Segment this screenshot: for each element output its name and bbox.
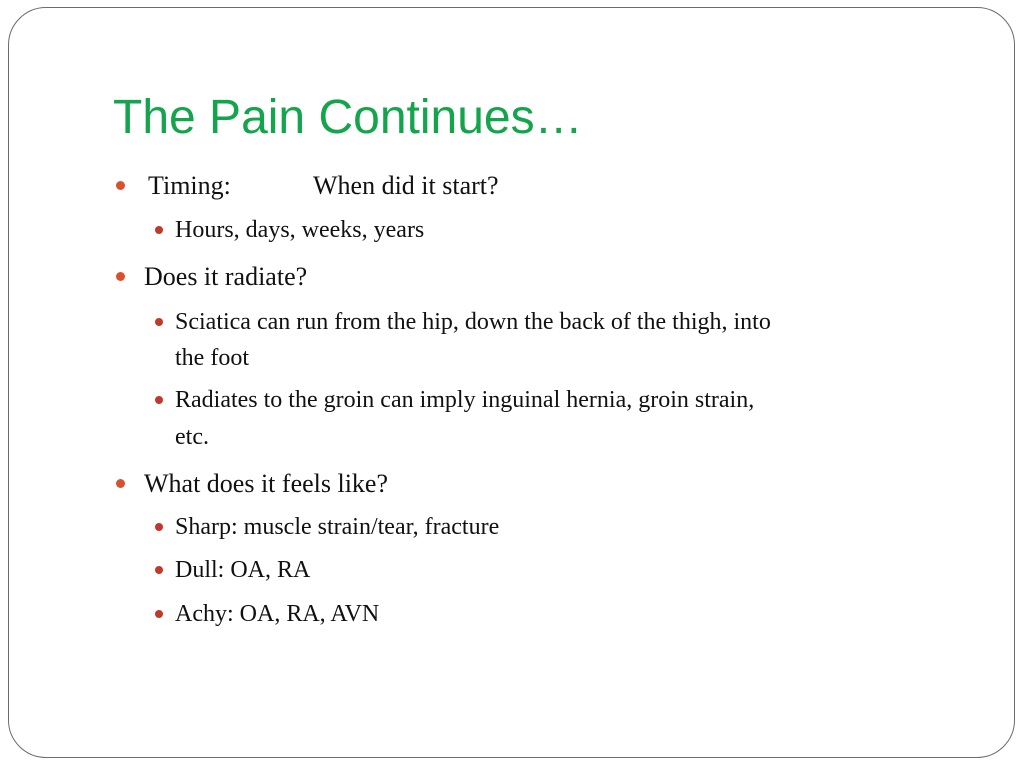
sub-bullet-groin-line1: Radiates to the groin can imply inguinal hernia, groin strain,	[175, 387, 755, 413]
sub-bullet-dot	[155, 396, 163, 404]
sub-bullet-sciatica-line2: the foot	[175, 345, 249, 371]
bullet-radiate: Does it radiate?	[144, 262, 308, 291]
slide-title: The Pain Continues…	[113, 91, 583, 144]
sub-bullet-timing-range: Hours, days, weeks, years	[175, 217, 425, 243]
bullet-feels-like: What does it feels like?	[144, 469, 389, 498]
sub-bullet-dot	[155, 226, 163, 234]
bullet-detail-timing: When did it start?	[313, 171, 499, 200]
sub-bullet-dot	[155, 318, 163, 326]
sub-bullet-dot	[155, 610, 163, 618]
bullet-dot	[116, 181, 125, 190]
sub-bullet-sciatica-line1: Sciatica can run from the hip, down the back of the thigh, into	[175, 309, 771, 335]
sub-bullet-groin-line2: etc.	[175, 424, 209, 450]
sub-bullet-dull: Dull: OA, RA	[175, 557, 311, 583]
sub-bullet-dot	[155, 566, 163, 574]
bullet-timing	[148, 171, 499, 201]
sub-bullet-sharp: Sharp: muscle strain/tear, fracture	[175, 514, 500, 540]
bullet-label-timing: Timing:	[148, 171, 231, 200]
bullet-dot	[116, 272, 125, 281]
bullet-dot	[116, 479, 125, 488]
sub-bullet-dot	[155, 523, 163, 531]
sub-bullet-achy: Achy: OA, RA, AVN	[175, 601, 380, 627]
